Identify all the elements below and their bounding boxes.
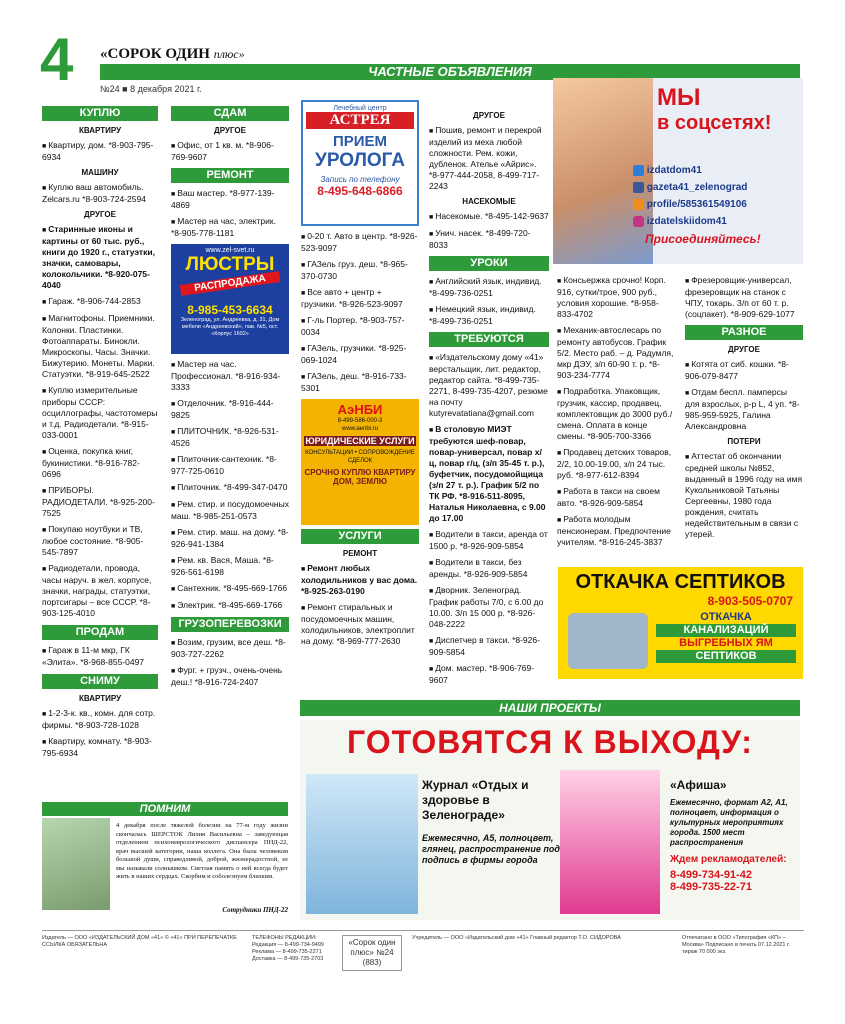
anbi-buy: СРОЧНО КУПЛЮ КВАРТИРУ ДОМ, ЗЕМЛЮ — [304, 468, 416, 486]
journal-2-desc: Ежемесячно, формат А2, А1, полноцвет, информация о культурных мероприятиях города. 1500 мест распространения — [670, 798, 788, 847]
ad: ■ Магнитофоны. Приемники. Колонки. Пластинки. Фотоаппараты. Бинокли. Микроскопы. Часы. Значки. Бижутерию. Монеты. Марки. Статуэтки. *8-919-645-2522 — [42, 313, 158, 380]
septic-ad — [558, 567, 803, 679]
ad: ■ Ваш мастер. *8-977-139-4869 — [171, 188, 289, 211]
social-title1: МЫ — [657, 84, 701, 111]
astreya-center: Лечебный центр — [333, 105, 387, 112]
sub-kvartiru: КВАРТИРУ — [78, 694, 122, 703]
ad: ■ Пошив, ремонт и перекрой изделий из меха любой сложности. Рем. кожи, дубленок. Ателье «Айрис». *8-977-444-2058, 8-499-717-2243 — [429, 125, 549, 192]
social-link-label: izdatelskiidom41 — [646, 216, 727, 227]
social-link-fb[interactable] — [633, 179, 801, 196]
ad: ■ Немецкий язык, индивид. *8-499-736-0251 — [429, 304, 549, 327]
obituary-photo — [42, 818, 110, 910]
sub-drugoe: ДРУГОЕ — [473, 111, 505, 120]
obituary-signature: Сотрудники ПНД-22 — [222, 906, 288, 914]
social-join: Присоединяйтесь! — [645, 232, 761, 246]
septic-phone: 8-903-505-0707 — [707, 594, 793, 608]
ad: ■ Работа молодым пенсионерам. Предпочтение учителям. *8-916-245-3837 — [557, 514, 675, 548]
anbi-phone: 8-499-586-000-3 — [337, 418, 383, 424]
ad: ■ Электрик. *8-495-669-1766 — [171, 600, 289, 612]
lyustry-phone: 8-985-453-6634 — [187, 303, 273, 317]
ad: ■ Аттестат об окончании средней школы №852, выданный в 1996 году на имя Кукольниковой Татьяны Сергеевны, 1980 года рождения, считать недействительным в связи с утерей. — [685, 451, 803, 540]
projects-phone-2: 8-499-735-22-71 — [670, 881, 752, 893]
social-link-instagram[interactable] — [633, 213, 801, 230]
astreya-phone: 8-495-648-6866 — [317, 184, 403, 198]
ad: ■ Рем. кв. Вася, Маша. *8-926-561-6198 — [171, 555, 289, 578]
astreya-title1: ПРИЕМ — [332, 133, 388, 150]
ad: ■ Мастер на час. Профессионал. *8-916-934-3333 — [171, 359, 289, 393]
ad: ■ Подработка. Упаковщик, грузчик, кассир, продавец, комплектовщик до 3000 руб./смена. Оплата в конце смены. *8-905-700-3366 — [557, 386, 675, 442]
septic-list — [656, 611, 796, 663]
heading-snimu: СНИМУ — [42, 674, 158, 689]
anbi-title: ЮРИДИЧЕСКИЕ УСЛУГИ — [305, 436, 415, 446]
septic-line: СЕПТИКОВ — [656, 650, 796, 663]
footer-issue: «Сорок один плюс» №24 (883) — [342, 935, 402, 971]
paper-title: «СОРОК ОДИН — [100, 46, 210, 62]
heading-uslugi: УСЛУГИ — [301, 529, 419, 544]
heading-kuplyu: КУПЛЮ — [42, 106, 158, 121]
projects-phone-1: 8-499-734-91-42 — [670, 869, 752, 881]
sub-drugoe: ДРУГОЕ — [214, 126, 246, 135]
ad: ■ Все авто + центр + грузчики. *8-926-523-9097 — [301, 287, 419, 310]
journal-1-title: Журнал «Отдых и здоровье в Зеленограде» — [422, 778, 529, 822]
ad: ■ Сантехник. *8-495-669-1766 — [171, 583, 289, 595]
astreya-subtitle: Запись по телефону — [320, 175, 400, 184]
heading-prodam: ПРОДАМ — [42, 625, 158, 640]
ad: ■ Гараж в 11-м мкр, ГК «Элита». *8-968-855-0497 — [42, 645, 158, 668]
ad: ■ Плиточник. *8-499-347-0470 — [171, 482, 289, 494]
ad: ■ Насекомые. *8-495-142-9637 — [429, 211, 549, 223]
column-3 — [301, 100, 419, 652]
projects-bar: НАШИ ПРОЕКТЫ — [300, 700, 800, 716]
footer-phones: ТЕЛЕФОНЫ РЕДАКЦИИ: Редакция — 8-499-734-9499 Реклама — 8-499-735-2271 Доставка — 8-499-735-2703 — [252, 935, 324, 962]
footer-print: Отпечатано в ООО «Типография «КП» – Москва» Подписано в печать 07.12.2021 г. тираж 70 000 экз. — [682, 935, 790, 955]
social-links — [633, 162, 801, 230]
footer-publisher: Издатель — ООО «ИЗДАТЕЛЬСКИЙ ДОМ «41» © «41» ПРИ ПЕРЕПЕЧАТКЕ ССЫЛКА ОБЯЗАТЕЛЬНА — [42, 935, 237, 948]
ad: ■ Куплю измерительные приборы СССР: осциллографы, частотомеры и т.д. Радиодетали. *8-915-033-0001 — [42, 385, 158, 441]
ad: ■ Консьержка срочно! Корп. 916, сутки/трое, 900 руб., условия хорошие. *8-958-833-4702 — [557, 275, 675, 320]
ad: ■ ГАЗель, деш. *8-916-733-5301 — [301, 371, 419, 394]
magazine-cover-2 — [560, 770, 660, 914]
ad: ■ Механик-автослесарь по ремонту автобусов. График 5/2. Место раб. – д. Радумля, мкр ДЭУ, з/п 60-90 т. р. *8-903-234-7774 — [557, 325, 675, 381]
ad: ■ Работа в такси на своем авто. *8-926-909-5854 — [557, 486, 675, 509]
ad: ■ Покупаю ноутбуки и ТВ, любое состояние. *8-905-545-7897 — [42, 524, 158, 558]
vk-icon — [633, 165, 644, 176]
projects-block — [300, 720, 800, 920]
section-bar: ЧАСТНЫЕ ОБЪЯВЛЕНИЯ — [100, 64, 800, 80]
ad: ■ Водители в такси, аренда от 1500 р. *8-926-909-5854 — [429, 529, 549, 552]
lyustry-site: www.zel-svet.ru — [205, 247, 255, 254]
ad: ■ Фрезеровщик-универсал, фрезеровщик на станок с ЧПУ, токарь. З/п от 60 т. р. (соцпакет). *8-909-629-1077 — [685, 275, 803, 320]
column-5 — [557, 270, 675, 553]
anbi-site: www.aenbi.ru — [341, 426, 379, 432]
heading-remont: РЕМОНТ — [171, 168, 289, 183]
ad: ■ Старинные иконы и картины от 60 тыс. руб., книги до 1920 г., статуэтки, значки, самовары, колокольчики. *8-920-075-4040 — [42, 224, 158, 291]
magazine-cover-1 — [306, 774, 418, 914]
journal-2-title: «Афиша» — [670, 778, 727, 792]
social-link-label: gazeta41_zelenograd — [646, 182, 748, 193]
ad: ■ Котята от сиб. кошки. *8-906-079-8477 — [685, 359, 803, 382]
lyustry-ad — [171, 244, 289, 354]
ad: ■ Рем. стир. маш. на дому. *8-926-941-1384 — [171, 527, 289, 550]
ad: ■ 1-2-3-к. кв., комн. для сотр. фирмы. *8-903-728-1028 — [42, 708, 158, 731]
ad: ■ В столовую МИЭТ требуются шеф-повар, повар-универсал, повар х/ц, повар г/ц, (з/п 35-45 т. р.), буфетчик, посудомойщица (з/п 27 т. р.). График 5/2 по ТК РФ. *8-916-511-8095, Наталья Николаевна, с 9.00 до 17.00 — [429, 424, 549, 524]
ok-icon — [633, 199, 644, 210]
paper-name — [100, 46, 245, 63]
ad: ■ Дом. мастер. *8-906-769-9607 — [429, 663, 549, 686]
heading-gruzoperevozki: ГРУЗОПЕРЕВОЗКИ — [171, 617, 289, 632]
social-ad — [553, 78, 803, 264]
footer-founder: Учредитель — ООО «Издательский дом «41» Главный редактор Т.О. СИДОРОВА — [412, 935, 621, 941]
ad: ■ Рем. стир. и посудомоечных маш. *8-985-251-0573 — [171, 499, 289, 522]
ad: ■ Г-ль Портер. *8-903-757-0034 — [301, 315, 419, 338]
ad: ■ Отдам беспл. памперсы для взрослых, р-р L, 4 уп. *8-985-959-5925, Галина Александровна — [685, 387, 803, 432]
ad: ■ Гараж. *8-906-744-2853 — [42, 296, 158, 308]
anbi-ad — [301, 399, 419, 525]
facebook-icon — [633, 182, 644, 193]
truck-image — [568, 613, 648, 669]
sub-mashinu: МАШИНУ — [81, 168, 119, 177]
social-link-label: profile/585361549106 — [646, 199, 747, 210]
anbi-subtitle: КОНСУЛЬТАЦИИ • СОПРОВОЖДЕНИЕ СДЕЛОК — [305, 450, 415, 464]
issue-info: №24 ■ 8 декабря 2021 г. — [100, 84, 202, 94]
journal-2 — [670, 778, 798, 893]
sub-remont: РЕМОНТ — [342, 549, 378, 558]
ad: ■ Унич. насек. *8-499-720-8033 — [429, 228, 549, 251]
astreya-ad — [301, 100, 419, 226]
ad: ■ Продавец детских товаров, 2/2, 10.00-19.00, з/п 24 тыс. руб. *8-977-612-8394 — [557, 447, 675, 481]
ad: ■ ГАЗель груз. деш. *8-965-370-0730 — [301, 259, 419, 282]
sub-nasekomye: НАСЕКОМЫЕ — [462, 197, 516, 206]
septic-title: ОТКАЧКА СЕПТИКОВ — [575, 571, 786, 593]
ad: ■ Возим, грузим, все деш. *8-903-727-2262 — [171, 637, 289, 660]
ad: ■ 0-20 т. Авто в центр. *8-926-523-9097 — [301, 231, 419, 254]
septic-line: ВЫГРЕБНЫХ ЯМ — [679, 637, 773, 649]
heading-trebuyutsya: ТРЕБУЮТСЯ — [429, 332, 549, 347]
ad: ■ Радиодетали, провода, часы наруч. в жел. корпусе, значки, награды, статуэтки, портсигары – все СССР. *8-903-125-4010 — [42, 563, 158, 619]
paper-suffix: плюс» — [213, 47, 245, 61]
lyustry-address: Зеленоград, ул. Андреевка, д. 31, Дом мебели «Андреевский», пав. №5, ост. «Корпус 1602» — [180, 317, 280, 337]
ad: ■ Плиточник-сантехник. *8-977-725-0610 — [171, 454, 289, 477]
social-link-ok[interactable] — [633, 196, 801, 213]
journal-1 — [422, 778, 562, 866]
column-1 — [42, 106, 158, 764]
ad: ■ Водители в такси, без аренды. *8-926-909-5854 — [429, 557, 549, 580]
ad: ■ Фург. + грузч., очень-очень деш.! *8-916-724-2407 — [171, 665, 289, 688]
astreya-title2: УРОЛОГА — [315, 150, 405, 171]
ad: ■ Ремонт стиральных и посудомоечных машин, холодильников, электроплит на дому. *8-969-777-2630 — [301, 602, 419, 647]
advertisers-call: Ждем рекламодателей: — [670, 854, 787, 865]
septic-line: КАНАЛИЗАЦИЙ — [656, 624, 796, 637]
projects-headline: ГОТОВЯТСЯ К ВЫХОДУ: — [347, 724, 753, 760]
astreya-name: АСТРЕЯ — [306, 112, 414, 129]
page-number: 4 — [40, 26, 74, 93]
ad: ■ ПРИБОРЫ. РАДИОДЕТАЛИ. *8-925-200-7525 — [42, 485, 158, 519]
ad: ■ Офис, от 1 кв. м. *8-906-769-9607 — [171, 140, 289, 163]
journal-1-desc: Ежемесячно, А5, полноцвет, глянец, распространение под подпись в фирмы города — [422, 833, 560, 865]
septic-line: ОТКАЧКА — [700, 611, 752, 623]
lyustry-title: ЛЮСТРЫ — [185, 254, 275, 275]
ad: ■ Диспетчер в такси. *8-926-909-5854 — [429, 635, 549, 658]
heading-raznoe: РАЗНОЕ — [685, 325, 803, 340]
ad: ■ Квартиру, комнату. *8-903-795-6934 — [42, 736, 158, 759]
ad: ■ Квартиру, дом. *8-903-795-6934 — [42, 140, 158, 163]
ad: ■ Английский язык, индивид. *8-499-736-0251 — [429, 276, 549, 299]
sub-drugoe: ДРУГОЕ — [84, 210, 116, 219]
ad: ■ Оценка, покупка книг, букинистики. *8-916-782-0696 — [42, 446, 158, 480]
ad: ■ Отделочник. *8-916-444-9825 — [171, 398, 289, 421]
ad: ■ Ремонт любых холодильников у вас дома. *8-925-263-0190 — [301, 563, 419, 597]
column-6 — [685, 270, 803, 545]
ad: ■ ГАЗель, грузчики. *8-925-069-1024 — [301, 343, 419, 366]
sub-poteri: ПОТЕРИ — [727, 437, 761, 446]
obituary-text: 4 декабря после тяжелой болезни на 77-м году жизни скончалась ШЕРСТОК Лилия Васильевна – заведующая отделением психоневрологического диспансера ПНД-22, врач высшей категории, наша коллега. Она была человеком большой души, справедливой, доброй, жизнерадостной, ее мы называли солнышком. Светлая память о ней всегда будет жить в наших сердцах. Скорбим и соболезнуем близким. — [116, 822, 288, 880]
ad: ■ «Издательскому дому «41» верстальщик, лит. редактор, редактор сайта. *8-499-735-2271, 8-499-735-4207, резюме на почту kutyrevatatiana@gmail.com — [429, 352, 549, 419]
column-4 — [429, 106, 549, 691]
sub-kvartiru: КВАРТИРУ — [78, 126, 122, 135]
social-link-label: izdatdom41 — [646, 165, 702, 176]
sub-drugoe: ДРУГОЕ — [728, 345, 760, 354]
heading-uroki: УРОКИ — [429, 256, 549, 271]
heading-sdam: СДАМ — [171, 106, 289, 121]
obituary-bar: ПОМНИМ — [42, 802, 288, 816]
ad: ■ Дворник. Зеленоград. График работы 7/0, с 6.00 до 10.00. З/п 15 000 р. *8-926-048-2222 — [429, 585, 549, 630]
lyustry-sale: РАСПРОДАЖА — [180, 271, 281, 296]
anbi-name: АэНБИ — [337, 402, 383, 417]
column-2 — [171, 106, 289, 693]
instagram-icon — [633, 216, 644, 227]
ad: ■ Куплю ваш автомобиль. Zelcars.ru *8-903-724-2594 — [42, 182, 158, 205]
social-link-vk[interactable] — [633, 162, 801, 179]
social-title2: в соцсетях! — [657, 112, 772, 134]
footer — [42, 930, 804, 1000]
ad: ■ Мастер на час, электрик. *8-905-778-1181 — [171, 216, 289, 239]
ad: ■ ПЛИТОЧНИК. *8-926-531-4526 — [171, 426, 289, 449]
